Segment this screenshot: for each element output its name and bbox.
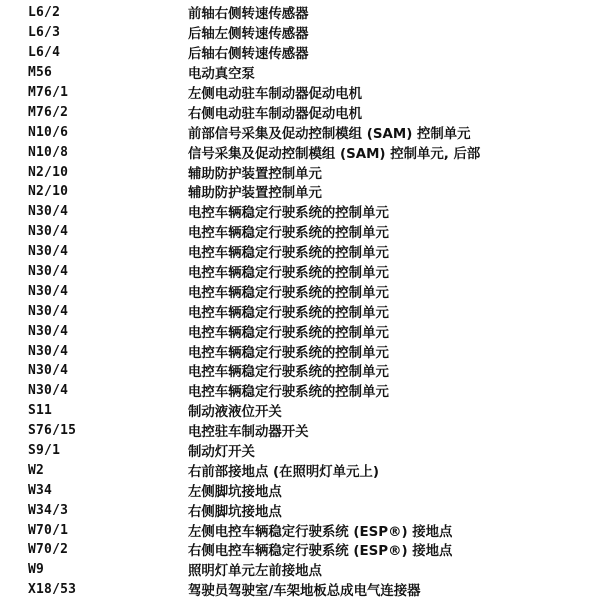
component-code: N30/4 xyxy=(28,244,69,260)
component-description: 制动灯开关 xyxy=(188,445,255,461)
component-code: N30/4 xyxy=(28,303,69,319)
legend-row xyxy=(0,500,601,520)
component-code: M56 xyxy=(28,65,53,81)
legend-row xyxy=(0,222,601,242)
legend-row xyxy=(0,242,601,262)
legend-row xyxy=(0,63,601,83)
component-code: N2/10 xyxy=(28,164,69,180)
component-description: 电控车辆稳定行驶系统的控制单元 xyxy=(188,226,389,242)
component-code: L6/3 xyxy=(28,25,61,41)
component-description: 驾驶员驾驶室/车架地板总成电气连接器 xyxy=(188,584,421,600)
legend-row xyxy=(0,83,601,103)
component-code: S11 xyxy=(28,403,53,419)
component-description: 电控车辆稳定行驶系统的控制单元 xyxy=(188,365,389,381)
legend-row xyxy=(0,202,601,222)
component-code: L6/4 xyxy=(28,45,61,61)
component-description: 照明灯单元左前接地点 xyxy=(188,564,322,580)
legend-row xyxy=(0,460,601,480)
legend-row xyxy=(0,480,601,500)
component-description: 电控车辆稳定行驶系统的控制单元 xyxy=(188,246,389,262)
component-description: 后轴右侧转速传感器 xyxy=(188,47,309,63)
component-description: 前部信号采集及促动控制模组 (SAM) 控制单元 xyxy=(188,126,471,142)
component-code: N30/4 xyxy=(28,204,69,220)
legend-row xyxy=(0,182,601,202)
component-description: 制动液液位开关 xyxy=(188,405,282,421)
component-description: 左侧脚坑接地点 xyxy=(188,484,282,500)
component-code: X18/53 xyxy=(28,582,77,598)
legend-row xyxy=(0,43,601,63)
component-description: 右前部接地点 (在照明灯单元上) xyxy=(188,464,379,480)
component-description: 后轴左侧转速传感器 xyxy=(188,27,309,43)
component-description: 电控车辆稳定行驶系统的控制单元 xyxy=(188,345,389,361)
component-code: W9 xyxy=(28,562,45,578)
component-description: 右侧电动驻车制动器促动电机 xyxy=(188,106,363,122)
component-code: W34/3 xyxy=(28,502,69,518)
legend-row xyxy=(0,162,601,182)
component-code: M76/1 xyxy=(28,85,69,100)
legend-row xyxy=(0,23,601,43)
component-description: 电控车辆稳定行驶系统的控制单元 xyxy=(188,305,389,321)
component-code: L6/2 xyxy=(28,5,61,21)
legend-row xyxy=(0,102,601,122)
component-description: 辅助防护装置控制单元 xyxy=(188,186,322,202)
component-code: M76/2 xyxy=(28,104,69,120)
component-legend-table xyxy=(0,3,601,600)
component-code: N30/4 xyxy=(28,224,69,240)
component-code: W2 xyxy=(28,462,45,478)
legend-row xyxy=(0,262,601,282)
component-description: 电控车辆稳定行驶系统的控制单元 xyxy=(188,285,389,301)
component-description: 电控车辆稳定行驶系统的控制单元 xyxy=(188,325,389,341)
legend-row xyxy=(0,580,601,600)
component-description: 电控车辆稳定行驶系统的控制单元 xyxy=(188,206,389,222)
legend-row xyxy=(0,361,601,381)
legend-row xyxy=(0,441,601,461)
component-code: W70/2 xyxy=(28,542,69,558)
component-code: S9/1 xyxy=(28,443,61,459)
component-code: N30/4 xyxy=(28,363,69,379)
component-code: N10/6 xyxy=(28,124,69,140)
legend-row xyxy=(0,3,601,23)
legend-row xyxy=(0,560,601,580)
component-description: 电动真空泵 xyxy=(188,67,255,83)
legend-row xyxy=(0,281,601,301)
legend-row xyxy=(0,122,601,142)
component-code: W34 xyxy=(28,482,53,498)
legend-row xyxy=(0,520,601,540)
component-code: N30/4 xyxy=(28,343,69,359)
component-code: N30/4 xyxy=(28,283,69,299)
component-code: N10/8 xyxy=(28,144,69,160)
legend-row xyxy=(0,321,601,341)
component-description: 右侧脚坑接地点 xyxy=(188,504,282,520)
component-code: W70/1 xyxy=(28,522,69,538)
component-code: N30/4 xyxy=(28,323,69,339)
legend-row xyxy=(0,401,601,421)
component-description: 左侧电动驻车制动器促动电机 xyxy=(188,87,363,102)
component-description: 电控驻车制动器开关 xyxy=(188,425,309,441)
legend-row xyxy=(0,142,601,162)
component-description: 信号采集及促动控制模组 (SAM) 控制单元, 后部 xyxy=(188,146,481,162)
component-code: S76/15 xyxy=(28,423,77,439)
legend-row xyxy=(0,341,601,361)
legend-row xyxy=(0,301,601,321)
component-description: 前轴右侧转速传感器 xyxy=(188,7,309,23)
component-description: 电控车辆稳定行驶系统的控制单元 xyxy=(188,385,389,401)
component-description: 辅助防护装置控制单元 xyxy=(188,166,322,182)
component-description: 右侧电控车辆稳定行驶系统 (ESP®) 接地点 xyxy=(188,544,453,560)
legend-row xyxy=(0,421,601,441)
component-description: 左侧电控车辆稳定行驶系统 (ESP®) 接地点 xyxy=(188,524,453,540)
component-description: 电控车辆稳定行驶系统的控制单元 xyxy=(188,266,389,282)
component-code: N2/10 xyxy=(28,184,69,200)
legend-row xyxy=(0,540,601,560)
component-code: N30/4 xyxy=(28,264,69,280)
legend-row xyxy=(0,381,601,401)
component-code: N30/4 xyxy=(28,383,69,399)
